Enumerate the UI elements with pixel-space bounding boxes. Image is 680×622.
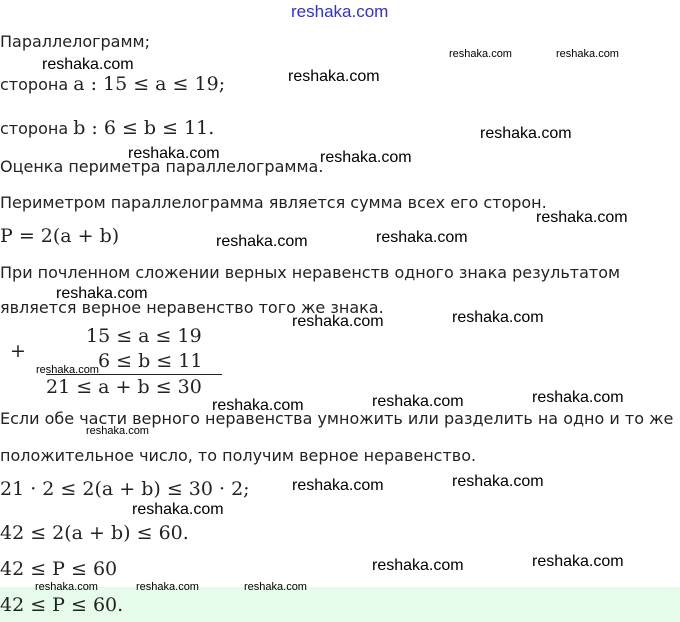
watermark: reshaka.com	[532, 553, 624, 570]
side-b-label: сторона	[0, 119, 74, 138]
perimeter-formula: P = 2(a + b)	[0, 225, 120, 247]
answer-inequality: 42 ≤ P ≤ 60.	[0, 594, 124, 616]
watermark: reshaka.com	[56, 285, 148, 302]
watermark: reshaka.com	[216, 233, 308, 250]
line-parallelogram: Параллелограмм;	[0, 32, 151, 51]
watermark: reshaka.com	[42, 56, 134, 73]
line-perimeter-estimate: Оценка периметра параллелограмма.	[0, 157, 324, 176]
watermark: reshaka.com	[132, 501, 224, 518]
watermark: reshaka.com	[86, 425, 149, 437]
watermark: reshaka.com	[136, 581, 199, 593]
watermark: reshaka.com	[532, 389, 624, 406]
multiplied-inequality: 21 · 2 ≤ 2(a + b) ≤ 30 · 2;	[0, 478, 250, 500]
plus-sign: +	[10, 340, 26, 362]
watermark: reshaka.com	[536, 209, 628, 226]
watermark: reshaka.com	[36, 364, 99, 376]
side-a-label: сторона	[0, 75, 74, 94]
line-multiply-rule-1: Если обе части верного неравенства умножить или разделить на одно и то же	[0, 409, 674, 428]
simplified-inequality: 42 ≤ 2(a + b) ≤ 60.	[0, 522, 189, 544]
watermark: reshaka.com	[35, 581, 98, 593]
watermark: reshaka.com	[212, 397, 304, 414]
site-header-link[interactable]: reshaka.com	[291, 2, 389, 21]
watermark: reshaka.com	[452, 309, 544, 326]
watermark: reshaka.com	[556, 48, 619, 60]
watermark: reshaka.com	[372, 557, 464, 574]
watermark: reshaka.com	[128, 145, 220, 162]
watermark: reshaka.com	[292, 477, 384, 494]
line-side-b	[0, 117, 214, 139]
watermark: reshaka.com	[288, 68, 380, 85]
watermark: reshaka.com	[244, 581, 307, 593]
sum-row-b: 6 ≤ b ≤ 11	[98, 350, 203, 372]
watermark: reshaka.com	[376, 229, 468, 246]
line-side-a	[0, 73, 225, 95]
watermark: reshaka.com	[320, 149, 412, 166]
line-perimeter-definition: Периметром параллелограмма является сумма всех его сторон.	[0, 193, 547, 212]
line-addition-rule-1: При почленном сложении верных неравенств одного знака результатом	[0, 263, 621, 282]
sum-row-a: 15 ≤ a ≤ 19	[86, 325, 202, 347]
watermark: reshaka.com	[372, 393, 464, 410]
side-a-inequality: a : 15 ≤ a ≤ 19;	[73, 73, 226, 95]
line-addition-rule-2: является верное неравенство того же знака.	[0, 298, 384, 317]
perimeter-inequality: 42 ≤ P ≤ 60	[0, 558, 118, 580]
line-multiply-rule-2: положительное число, то получим верное неравенство.	[0, 446, 477, 465]
watermark: reshaka.com	[449, 48, 512, 60]
sum-row-result: 21 ≤ a + b ≤ 30	[46, 376, 202, 398]
watermark: reshaka.com	[292, 313, 384, 330]
watermark: reshaka.com	[480, 125, 572, 142]
watermark: reshaka.com	[452, 473, 544, 490]
side-b-inequality: b : 6 ≤ b ≤ 11.	[73, 117, 215, 139]
